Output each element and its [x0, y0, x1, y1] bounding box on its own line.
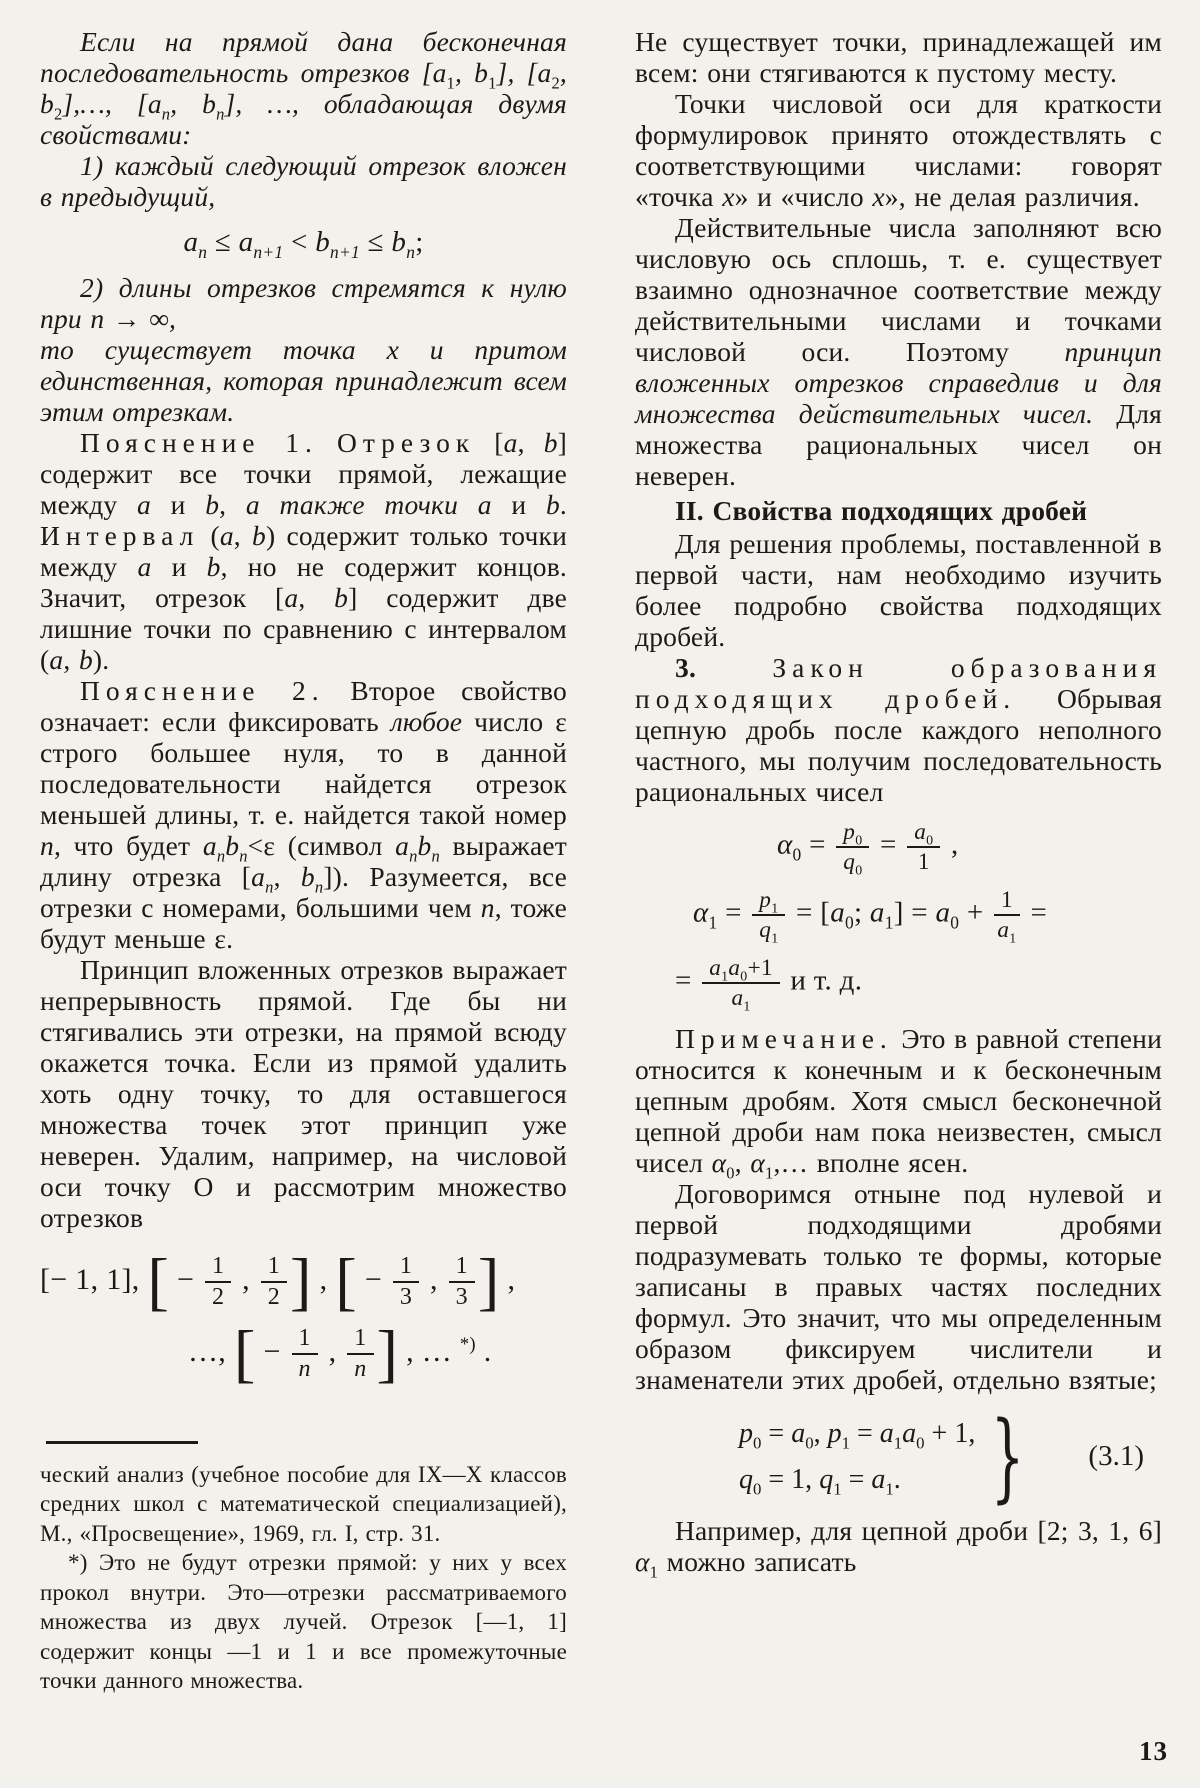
- text-run: 1: [743, 999, 751, 1015]
- text-run: n: [406, 241, 416, 262]
- text-run: ,: [273, 861, 301, 893]
- formula-intervals-line1: [40, 1246, 567, 1318]
- text-run: + 1,: [924, 1417, 976, 1449]
- text-run: ]: [477, 1246, 500, 1318]
- formula-alpha1: [693, 886, 1162, 947]
- paragraph-agreement: Договоримся отныне под нулевой и первой подходящими дробями подразумевать только те формы, которые записаны в правых частях последних формул. Это значит, что мы определенным образом фиксируем числители и знаменатели этих дробей, отдельно взятые;: [635, 1177, 1162, 1395]
- text-run: x: [722, 181, 735, 212]
- text-run: a: [935, 896, 951, 929]
- text-run: и: [491, 489, 546, 521]
- fraction: [752, 886, 785, 947]
- text-run: a: [202, 830, 217, 862]
- text-run: q: [759, 916, 772, 943]
- text-run: Для множества рациональных чисел он неверен.: [635, 398, 1163, 491]
- fraction: [836, 819, 869, 879]
- paragraph-real-numbers: [635, 212, 1162, 491]
- text-run: a: [997, 916, 1010, 943]
- text-run: = [: [788, 896, 831, 929]
- text-run: ], [: [496, 57, 538, 88]
- text-run: b: [78, 644, 93, 676]
- text-run: α: [693, 896, 709, 929]
- text-run: 0: [805, 1433, 814, 1453]
- text-run: , b: [40, 57, 567, 119]
- text-run: 0: [855, 833, 863, 849]
- text-run: [− 1, 1],: [40, 1263, 148, 1297]
- fraction: [907, 819, 940, 875]
- equation-number: (3.1): [1088, 1440, 1144, 1473]
- text-run: *): [459, 1333, 476, 1355]
- text-run: , …: [398, 1334, 460, 1368]
- fraction: [292, 1325, 318, 1383]
- text-run: ;: [415, 226, 424, 258]
- text-run: ,: [422, 1263, 446, 1297]
- formula-system-row1: [739, 1411, 975, 1457]
- text-run: ,: [813, 1417, 828, 1449]
- text-run: a: [251, 861, 266, 893]
- text-run: <: [283, 226, 316, 258]
- text-run: =: [872, 828, 905, 861]
- text-run: .: [559, 489, 567, 521]
- fraction: [994, 886, 1020, 947]
- text-run: ]). Разумеется, все отрезки с номерами, большими чем: [40, 861, 567, 924]
- footnote-asterisk: *) Это не будут отрезки прямой: у них у всех прокол внутри. Это—отрезки рассматриваемого множества из двух лучей. Отрезок [—1, 1] содержит концы —1 и 1 и все промежуточные точки данного множества.: [40, 1550, 567, 1694]
- fraction: [261, 1253, 287, 1311]
- formula-system-3-1: [635, 1400, 1162, 1513]
- text-run: [: [233, 1317, 256, 1389]
- text-run: 1: [1001, 886, 1013, 913]
- text-run: a: [477, 489, 492, 521]
- paragraph-no-common-point: Не существует точки, принадлежащей им всем: они стягиваются к пустому месту.: [635, 26, 1162, 88]
- text-run: Пояснение 2.: [80, 675, 325, 707]
- text-run: ≤: [207, 226, 239, 258]
- text-run: ,: [219, 489, 246, 521]
- text-run: ,: [517, 427, 544, 459]
- text-run: 1: [455, 1253, 468, 1280]
- text-run: n: [239, 846, 248, 866]
- paragraph-section-intro: Для решения проблемы, поставленной в первой части, нам необходимо изучить более подробно свойства подходящих дробей.: [635, 528, 1162, 652]
- fraction: [449, 1253, 475, 1311]
- text-run: ] содержит все точки прямой, лежащие между: [40, 427, 568, 521]
- text-run: n: [216, 104, 225, 124]
- formula-nested-inequality: [40, 224, 567, 260]
- paragraph-law-of-formation: [635, 652, 1162, 807]
- text-run: любое: [390, 706, 463, 738]
- text-run: 2) длины отрезков стремятся к нулю при n → ∞,: [40, 272, 567, 335]
- text-run: 1: [212, 1253, 225, 1280]
- text-run: (: [199, 520, 220, 552]
- text-run: α: [635, 1545, 650, 1577]
- text-run: », не делая различия.: [884, 181, 1140, 212]
- text-run: n: [409, 846, 418, 866]
- text-run: a: [284, 582, 299, 614]
- paragraph-explanation-2: [40, 675, 567, 954]
- text-run: 0: [845, 912, 854, 933]
- footnote-rule: [46, 1441, 198, 1444]
- text-run: [: [335, 1246, 358, 1318]
- text-run: 1: [833, 1479, 842, 1499]
- text-run: b: [545, 489, 560, 521]
- text-run: b: [334, 582, 349, 614]
- text-run: b: [205, 489, 220, 521]
- text-run: а также точки: [245, 489, 459, 521]
- text-run: a: [791, 1417, 806, 1449]
- text-run: 0: [740, 969, 748, 985]
- text-run: a: [395, 830, 410, 862]
- text-run: 0: [726, 1163, 735, 1183]
- text-run: b: [543, 427, 558, 459]
- text-run: a: [137, 551, 152, 583]
- text-run: 0: [753, 1433, 762, 1453]
- text-run: 1: [885, 1479, 894, 1499]
- text-run: 1: [649, 1562, 659, 1582]
- formula-system-rows: [739, 1411, 975, 1503]
- text-run: 1: [354, 1325, 367, 1351]
- text-run: −: [255, 1334, 289, 1368]
- text-run: 1: [917, 848, 930, 875]
- text-run: a: [432, 57, 447, 88]
- text-run: b: [391, 226, 407, 258]
- text-run: ]: [290, 1246, 312, 1318]
- text-run: Если на прямой дана бесконечная последовательность отрезков [: [40, 26, 567, 88]
- text-run: Интервал: [40, 520, 200, 552]
- text-run: n: [265, 877, 274, 897]
- text-run: ] =: [893, 896, 936, 929]
- right-column: [635, 26, 1162, 1696]
- text-run: [: [475, 427, 504, 459]
- text-run: 0: [855, 863, 863, 879]
- text-run: , тоже будут меньше ε.: [40, 892, 567, 955]
- text-run: a: [137, 489, 151, 521]
- text-run: ,: [499, 1263, 516, 1297]
- text-run: Второе свойство означает: если фиксировать: [40, 675, 567, 738]
- text-run: p: [759, 886, 772, 913]
- left-column: [40, 26, 567, 1696]
- text-run: число ε строго большее нуля, то в данной последовательности найдется отрезок меньшей длины, т. е. найдется такой номер: [40, 706, 567, 831]
- text-run: 2: [267, 1284, 281, 1311]
- text-run: n: [198, 241, 208, 262]
- text-run: ,: [311, 1263, 336, 1297]
- text-run: a: [183, 226, 199, 258]
- text-run: =: [1022, 896, 1048, 929]
- text-run: .: [893, 1463, 901, 1495]
- paragraph-theorem-intro: [40, 26, 567, 150]
- text-run: выражает длину отрезка [: [40, 830, 567, 893]
- text-run: ).: [92, 644, 110, 676]
- text-run: ≤: [360, 226, 392, 258]
- text-run: b: [206, 551, 221, 583]
- text-run: 1) каждый следующий отрезок вложен в предыдущий,: [40, 150, 567, 212]
- text-run: q: [739, 1463, 753, 1495]
- text-run: ) содержит только точки между: [40, 520, 567, 583]
- fraction: [702, 954, 780, 1015]
- text-run: ],…, [: [62, 88, 148, 119]
- text-run: a: [219, 520, 234, 552]
- text-run: a: [830, 896, 845, 929]
- text-run: 1: [893, 1433, 903, 1453]
- text-run: 3: [399, 1284, 413, 1311]
- text-run: 1: [446, 73, 455, 93]
- text-run: α: [777, 828, 793, 861]
- text-run: 0: [792, 844, 802, 865]
- paragraph-points-as-numbers: [635, 88, 1162, 212]
- text-run: 0: [950, 912, 960, 933]
- text-run: q: [843, 848, 856, 875]
- text-run: можно записать: [658, 1545, 857, 1577]
- text-run: p: [739, 1417, 753, 1449]
- text-run: 1: [841, 1433, 850, 1453]
- paragraph-nested-principle: Принцип вложенных отрезков выражает непрерывность прямой. Где бы ни стягивались эти отрезки, на прямой всюду окажется точка. Если из прямой удалить хоть одну точку, то для оставшегося множества точек этот принцип уже неверен. Удалим, например, на числовой оси точку O и рассмотрим множество отрезков: [40, 954, 567, 1234]
- text-run: =: [717, 896, 750, 929]
- text-run: b: [315, 226, 331, 258]
- text-run: 3: [455, 1284, 468, 1311]
- text-run: 2: [212, 1284, 225, 1311]
- text-run: …,: [188, 1334, 234, 1368]
- text-run: =: [841, 1463, 872, 1495]
- text-run: n+1: [253, 241, 284, 262]
- text-run: q: [819, 1463, 834, 1495]
- text-run: p: [827, 1417, 842, 1449]
- text-run: n: [216, 846, 226, 866]
- text-run: [: [147, 1246, 170, 1318]
- text-run: ,: [63, 644, 79, 676]
- paragraph-property-2: [40, 272, 567, 334]
- section-heading: II. Свойства подходящих дробей: [675, 495, 1088, 526]
- text-run: то существует точка x и притом единственная, которая принадлежит всем этим отрезкам.: [40, 334, 567, 428]
- text-run: Например, для цепной дроби [2; 3, 1, 6]: [675, 1514, 1162, 1546]
- text-run: ], …, обладающая двумя свойствами:: [40, 88, 567, 150]
- text-run: =: [761, 1417, 792, 1449]
- text-run: b: [417, 830, 432, 862]
- text-run: 1: [771, 931, 779, 947]
- text-run: , b: [455, 57, 489, 88]
- fraction: [393, 1253, 419, 1311]
- text-run: ,: [734, 1146, 751, 1178]
- text-run: n: [431, 846, 440, 866]
- text-run: ,… вполне ясен.: [773, 1146, 969, 1178]
- text-run: α: [750, 1146, 765, 1178]
- text-run: p: [843, 819, 856, 845]
- text-run: b: [225, 830, 240, 862]
- text-run: −: [357, 1263, 390, 1297]
- text-run: =: [801, 828, 834, 861]
- fraction: [205, 1253, 231, 1311]
- text-run: 3.: [675, 652, 697, 683]
- text-run: ,: [943, 828, 959, 861]
- text-run: +1: [747, 954, 773, 981]
- text-run: и: [151, 551, 207, 583]
- text-run: ,: [298, 582, 335, 614]
- right-brace: }: [991, 1400, 1025, 1513]
- text-run: Пояснение 1.: [80, 427, 318, 459]
- text-run: +: [959, 896, 992, 929]
- text-run: x: [872, 181, 885, 212]
- text-run: n: [161, 104, 171, 124]
- text-run: a: [49, 644, 64, 676]
- text-run: 1: [708, 912, 718, 933]
- text-run: b: [300, 861, 315, 893]
- text-run: , b: [170, 88, 217, 119]
- text-run: и: [150, 489, 206, 521]
- text-run: ,: [233, 520, 253, 552]
- text-run: a: [871, 1463, 886, 1495]
- text-run: 1: [764, 1163, 774, 1183]
- text-run: 1: [1009, 931, 1017, 947]
- text-run: , что будет: [53, 830, 203, 862]
- text-run: , но не содержит концов. Значит, отрезок [: [40, 551, 567, 614]
- text-run: a: [914, 819, 927, 845]
- text-run: Закон образования подходящих дробей.: [635, 652, 1162, 714]
- text-run: n: [480, 892, 495, 924]
- text-run: α: [711, 1146, 727, 1178]
- formula-alpha1-continued: [675, 954, 1162, 1015]
- text-run: » и «число: [734, 181, 873, 212]
- text-run: и т. д.: [782, 964, 863, 997]
- text-run: n+1: [330, 241, 361, 262]
- fraction: [347, 1325, 373, 1383]
- paragraph-remark: [635, 1022, 1162, 1183]
- text-run: [458, 489, 478, 520]
- text-run: 1: [399, 1253, 413, 1280]
- text-run: =: [675, 964, 700, 997]
- text-run: 1: [488, 73, 497, 93]
- text-run: n: [314, 877, 324, 897]
- page-number: 13: [1139, 1736, 1168, 1766]
- text-run: 1: [771, 901, 779, 917]
- text-run: b: [252, 520, 266, 552]
- text-run: a: [709, 954, 722, 981]
- text-run: a: [731, 984, 744, 1011]
- text-run: 2: [53, 104, 63, 124]
- text-run: принцип вложенных отрезков справедлив и для множества действительных чисел.: [635, 336, 1162, 429]
- text-run: a: [869, 896, 885, 929]
- paragraph-property-1: [40, 150, 567, 212]
- text-run: ] содержит две лишние точки по сравнению с интервалом (: [40, 582, 567, 676]
- text-run: n: [354, 1355, 367, 1382]
- text-run: [696, 652, 772, 683]
- text-run: n: [298, 1355, 311, 1382]
- formula-system-row2: [739, 1457, 975, 1503]
- text-run: 2: [551, 73, 560, 93]
- text-run: ,: [234, 1263, 258, 1297]
- text-run: =: [849, 1417, 880, 1449]
- text-run: [318, 427, 337, 458]
- text-run: 0: [926, 833, 934, 849]
- text-run: a: [537, 57, 552, 88]
- text-run: 1: [298, 1325, 311, 1351]
- paragraph-example: [635, 1514, 1162, 1582]
- paragraph-explanation-1: [40, 427, 567, 675]
- paragraph-theorem-conclusion: [40, 334, 567, 427]
- text-run: ,: [320, 1334, 345, 1368]
- text-run: a: [728, 954, 741, 981]
- text-run: Точки числовой оси для краткости формулировок принято отождествлять с соответствующими числами: говорят «точка: [635, 88, 1162, 212]
- text-run: .: [475, 1334, 492, 1368]
- text-run: a: [238, 226, 254, 258]
- text-run: a: [503, 427, 518, 459]
- text-run: Примечание.: [675, 1022, 893, 1054]
- text-run: a: [902, 1417, 917, 1449]
- text-run: Это в равной степени относится к конечным и к бесконечным цепным дробям. Хотя смысл бесконечной цепной дроби нам пока неизвестен, смысл чисел: [635, 1022, 1162, 1178]
- text-run: n: [40, 830, 54, 862]
- text-run: 0: [753, 1479, 762, 1499]
- text-run: 0: [916, 1433, 925, 1453]
- footnote-continuation: ческий анализ (учебное пособие для IX—X классов средних школ с математической специализацией), М., «Просвещение», 1969, гл. I, стр. 31.: [40, 1461, 567, 1546]
- text-run: ;: [854, 896, 870, 929]
- text-run: 1: [721, 969, 729, 985]
- text-run: <ε (символ: [247, 830, 396, 862]
- text-run: Отрезок: [336, 427, 476, 459]
- text-run: 1: [267, 1253, 281, 1280]
- text-run: 1: [884, 912, 894, 933]
- text-run: ]: [376, 1317, 399, 1389]
- formula-intervals-line2: [188, 1317, 567, 1389]
- text-run: Действительные числа заполняют всю числовую ось сплошь, т. е. существует взаимно однозначное соответствие между действительными числами и точками числовой оси. Поэтому: [635, 212, 1162, 367]
- text-run: a: [147, 88, 162, 119]
- text-run: a: [879, 1417, 894, 1449]
- text-run: −: [169, 1263, 203, 1297]
- text-run: Обрывая цепную дробь после каждого неполного частного, мы получим последовательность рациональных чисел: [635, 683, 1162, 807]
- text-run: = 1,: [761, 1463, 820, 1495]
- formula-alpha0: [777, 819, 1162, 879]
